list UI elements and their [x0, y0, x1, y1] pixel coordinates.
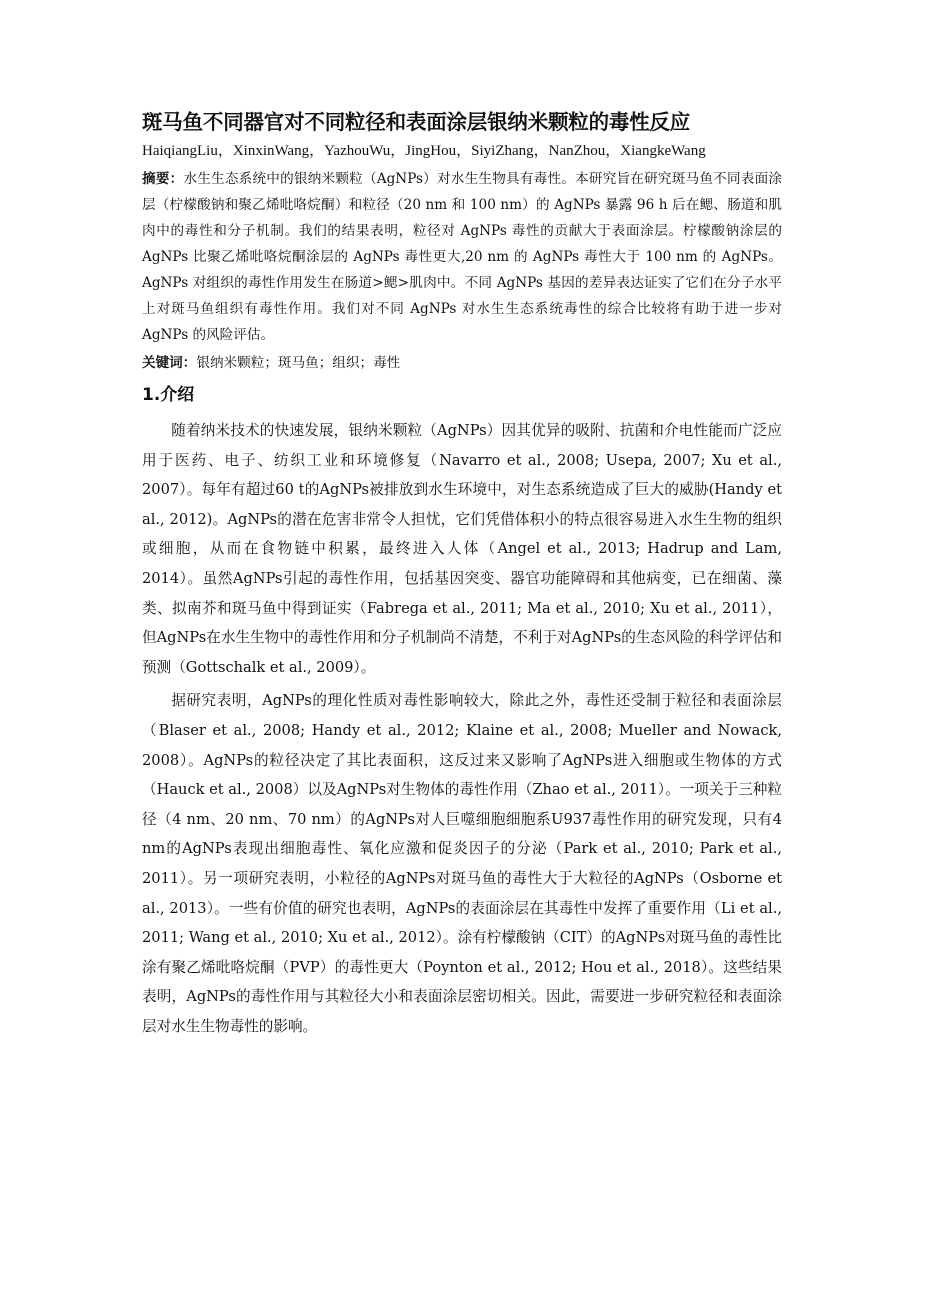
intro-paragraph-2: 据研究表明，AgNPs的理化性质对毒性影响较大，除此之外，毒性还受制于粒径和表面涂层（Blaser et al., 2008; Handy et al., 2012; Klaine et al., 2008; Mueller and Nowack, 2008）。AgNPs的粒径决定了其比表面积，这反过来又影响了AgNPs进入细胞或生物体的方式（Hauck et al., 2008）以及AgNPs对生物体的毒性作用（Zhao et al., 2011）。一项关于三种粒径（4 nm、20 nm、70 nm）的AgNPs对人巨噬细胞细胞系U937毒性作用的研究发现，只有4 nm的AgNPs表现出细胞毒性、氧化应激和促炎因子的分泌（Park et al., 2010; Park et al., 2011）。另一项研究表明，小粒径的AgNPs对斑马鱼的毒性大于大粒径的AgNPs（Osborne et al., 2013）。一些有价值的研究也表明，AgNPs的表面涂层在其毒性中发挥了重要作用（Li et al., 2011; Wang et al., 2010; Xu et al., 2012）。涂有柠檬酸钠（CIT）的AgNPs对斑马鱼的毒性比涂有聚乙烯吡咯烷酮（PVP）的毒性更大（Poynton et al., 2012; Hou et al., 2018）。这些结果表明，AgNPs的毒性作用与其粒径大小和表面涂层密切相关。因此，需要进一步研究粒径和表面涂层对水生生物毒性的影响。: [142, 692, 782, 1035]
paper-title: 斑马鱼不同器官对不同粒径和表面涂层银纳米颗粒的毒性反应: [142, 110, 691, 134]
keywords: [142, 350, 782, 376]
paper-page: [142, 108, 782, 1041]
section-heading-introduction: 1.介绍: [142, 385, 195, 405]
author-list: HaiqiangLiu，XinxinWang，YazhouWu，JingHou，SiyiZhang，NanZhou，XiangkeWang: [142, 143, 706, 159]
abstract: [142, 166, 782, 348]
abstract-text: 水生生态系统中的银纳米颗粒（AgNPs）对水生生物具有毒性。本研究旨在研究斑马鱼不同表面涂层（柠檬酸钠和聚乙烯吡咯烷酮）和粒径（20 nm 和 100 nm）的 AgNPs 暴露 96 h 后在鳃、肠道和肌肉中的毒性和分子机制。我们的结果表明，粒径对 AgNPs 毒性的贡献大于表面涂层。柠檬酸钠涂层的 AgNPs 比聚乙烯吡咯烷酮涂层的 AgNPs 毒性更大,20 nm 的 AgNPs 毒性大于 100 nm 的 AgNPs。AgNPs 对组织的毒性作用发生在肠道>鳃>肌肉中。不同 AgNPs 基因的差异表达证实了它们在分子水平上对斑马鱼组织有毒性作用。我们对不同 AgNPs 对水生生态系统毒性的综合比较将有助于进一步对 AgNPs 的风险评估。: [142, 171, 783, 343]
keywords-label: 关键词：: [142, 355, 197, 371]
intro-paragraph-1: 随着纳米技术的快速发展，银纳米颗粒（AgNPs）因其优异的吸附、抗菌和介电性能而广泛应用于医药、电子、纺织工业和环境修复（Navarro et al., 2008; Usepa, 2007; Xu et al., 2007）。每年有超过60 t的AgNPs被排放到水生环境中，对生态系统造成了巨大的威胁(Handy et al., 2012)。AgNPs的潜在危害非常令人担忧，它们凭借体积小的特点很容易进入水生生物的组织或细胞，从而在食物链中积累，最终进入人体（Angel et al., 2013; Hadrup and Lam, 2014）。虽然AgNPs引起的毒性作用，包括基因突变、器官功能障碍和其他病变，已在细菌、藻类、拟南芥和斑马鱼中得到证实（Fabrega et al., 2011; Ma et al., 2010; Xu et al., 2011），但AgNPs在水生生物中的毒性作用和分子机制尚不清楚，不利于对AgNPs的生态风险的科学评估和预测（Gottschalk et al., 2009）。: [142, 422, 782, 676]
abstract-label: 摘要：: [142, 171, 184, 187]
keywords-text: 银纳米颗粒；斑马鱼；组织；毒性: [196, 355, 401, 371]
